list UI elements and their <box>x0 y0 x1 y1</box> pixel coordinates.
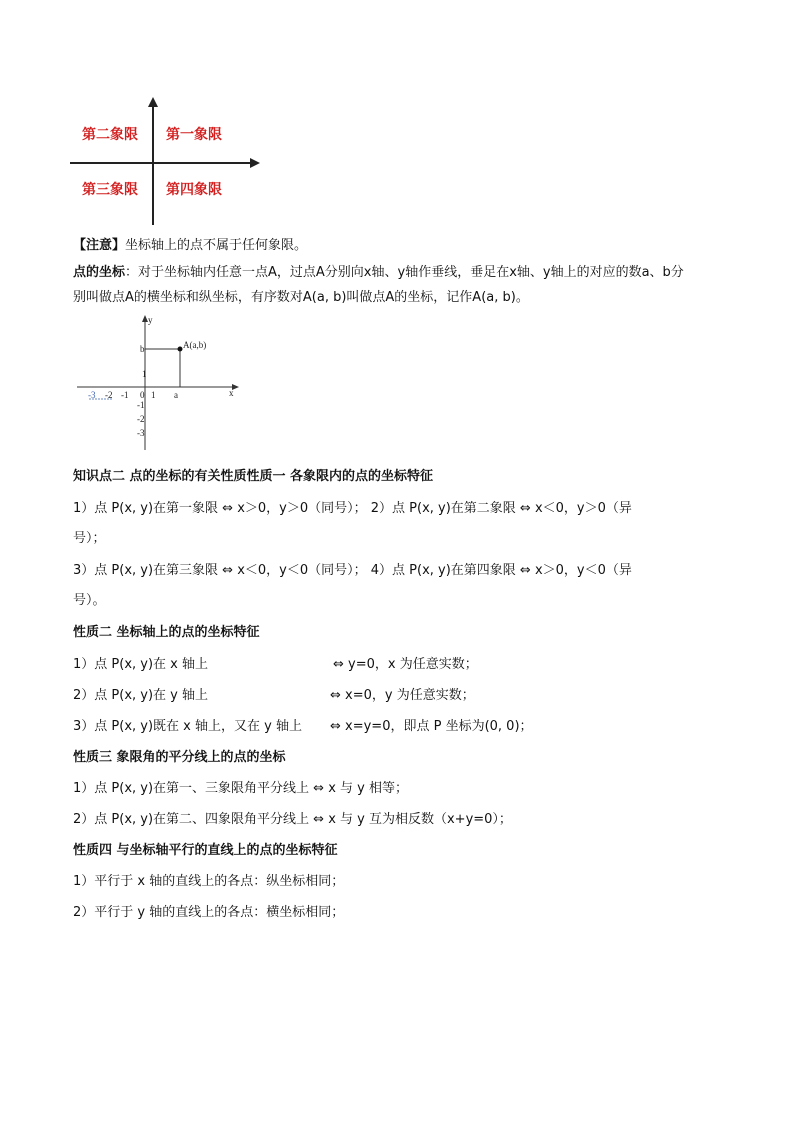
x-tick-neg1: -1 <box>121 390 129 400</box>
quadrant-1-label: 第一象限 <box>166 127 222 143</box>
note-line <box>73 237 307 255</box>
point-a-label: A(a,b) <box>183 340 207 350</box>
x-tick-neg2: -2 <box>105 390 113 400</box>
coordinate-def-line1 <box>73 264 684 282</box>
property2-item-2-left: 2）点 P(x, y)在 y 轴上 <box>73 688 208 703</box>
coordinate-term: 点的坐标 <box>73 265 126 280</box>
property2-item-3-right: ⇔ x=y=0，即点 P 坐标为(0, 0)； <box>330 719 533 734</box>
coordinate-def-text1: ：对于坐标轴内任意一点A，过点A分别向x轴、y轴作垂线，垂足在x轴、y轴上的对应的数a、b分 <box>125 265 684 280</box>
quadrant-3-label: 第三象限 <box>82 182 138 198</box>
quadrant-rule-line2: 3）点 P(x, y)在第三象限 ⇔ x＜0，y＜0（同号）； 4）点 P(x, y)在第四象限 ⇔ x＞0，y＜0（异 <box>73 563 632 578</box>
section2-heading: 知识点二 点的坐标的有关性质性质一 各象限内的点的坐标特征 <box>73 469 434 484</box>
property4-item-2: 2）平行于 y 轴的直线上的各点：横坐标相同； <box>73 905 345 920</box>
property3-heading: 性质三 象限角的平分线上的点的坐标 <box>73 750 286 765</box>
property4-heading: 性质四 与坐标轴平行的直线上的点的坐标特征 <box>73 843 338 858</box>
property3-item-2: 2）点 P(x, y)在第二、四象限角平分线上 ⇔ x 与 y 互为相反数（x+y=0）； <box>73 812 512 827</box>
note-tag: 【注意】 <box>73 238 126 253</box>
a-tick-label: a <box>174 390 178 400</box>
property4-item-1: 1）平行于 x 轴的直线上的各点：纵坐标相同； <box>73 874 345 889</box>
quadrant-4-label: 第四象限 <box>166 182 222 198</box>
b-tick-label: b <box>140 344 145 354</box>
quadrant-axes <box>60 95 270 230</box>
x-one-label: 1 <box>151 390 156 400</box>
y-one-label: 1 <box>142 369 147 379</box>
property2-heading: 性质二 坐标轴上的点的坐标特征 <box>73 625 260 640</box>
quadrant-2-label: 第二象限 <box>82 127 138 143</box>
y-tick-neg2: -2 <box>137 414 145 424</box>
axes-svg <box>75 312 245 452</box>
origin-label: 0 <box>140 390 145 400</box>
y-tick-neg3: -3 <box>137 428 145 438</box>
property2-item-1-right: ⇔ y=0，x 为任意实数； <box>333 657 478 672</box>
quadrant-rule-line2-cont: 号）。 <box>73 593 106 608</box>
property3-item-1: 1）点 P(x, y)在第一、三象限角平分线上 ⇔ x 与 y 相等； <box>73 781 408 796</box>
quadrant-rule-line1: 1）点 P(x, y)在第一象限 ⇔ x＞0，y＞0（同号）； 2）点 P(x, y)在第二象限 ⇔ x＜0，y＞0（异 <box>73 501 632 516</box>
x-axis-label: x <box>229 388 234 398</box>
property2-item-2-right: ⇔ x=0，y 为任意实数； <box>330 688 475 703</box>
x-tick-neg3: -3 <box>88 390 96 400</box>
y-axis-label: y <box>148 315 153 325</box>
coordinate-def-line2: 别叫做点A的横坐标和纵坐标，有序数对A(a, b)叫做点A的坐标，记作A(a, b)。 <box>73 290 529 305</box>
property2-item-3-left: 3）点 P(x, y)既在 x 轴上，又在 y 轴上 <box>73 719 302 734</box>
note-text: 坐标轴上的点不属于任何象限。 <box>125 238 308 253</box>
property2-item-1-left: 1）点 P(x, y)在 x 轴上 <box>73 657 208 672</box>
quadrant-rule-line1-cont: 号）； <box>73 531 106 546</box>
y-tick-neg1: -1 <box>137 400 145 410</box>
